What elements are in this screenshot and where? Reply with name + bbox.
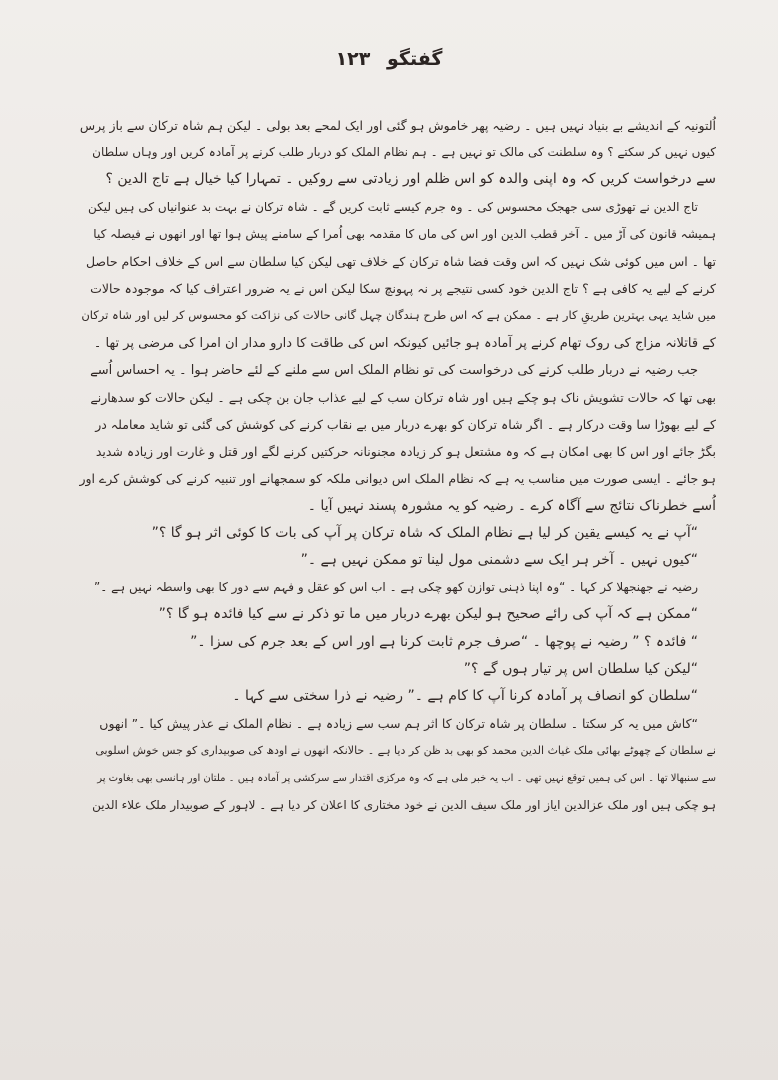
text-line: “سلطان کو انصاف پر آمادہ کرنا آپ کا کام ہے ۔” رضیہ نے ذرا سختی سے کہا ۔ <box>232 687 698 704</box>
text-line: نے سلطان کے چھوٹے بھائی ملک غیاث الدین محمد کو بھی بد ظن کر دیا ہے ۔ حالانکہ انھوں نے اودھ کی صوبیداری کو جس خوش اسلوبی <box>95 744 716 758</box>
text-line: کیوں نہیں کر سکتے ؟ وہ سلطنت کی مالک تو نہیں ہے ۔ ہم نظام الملک کو دربار طلب کرنے پر آمادہ کریں اور وہاں سلطان <box>92 145 716 160</box>
text-line: “آپ نے یہ کیسے یقین کر لیا ہے نظام الملک کہ شاہ ترکان پر آپ کی بات کا کوئی اثر ہو گا ؟” <box>151 524 698 541</box>
text-line: سے سنبھالا تھا ۔ اس کی ہمیں توقع نہیں تھی ۔ اب یہ خبر ملی ہے کہ وہ مرکزی اقتدار سے سرکشی پر آمادہ ہیں ۔ ملتان اور ہانسی بھی بغاوت پر <box>97 772 716 784</box>
text-line: ہو جائے ۔ ایسی صورت میں مناسب یہ ہے کہ نظام الملک اس دیوانی ملکہ کو سمجھانے اور تنبیہ کرنے کی کوشش کرے اور <box>79 471 716 487</box>
text-line: کے لیے بھوڑا سا وقت درکار ہے ۔ اگر شاہ ترکان کو بھرے دربار میں بے نقاب کرنے کی کوشش کی گئی تو شاید معاملہ در <box>95 417 716 433</box>
text-line: تاج الدین نے تھوڑی سی جھجک محسوس کی ۔ وہ جرم کیسے ثابت کریں گے ۔ شاہ ترکان نے بہت بد عنوانیاں کی ہیں لیکن <box>87 199 698 214</box>
text-line: کے قاتلانہ مزاج کی روک تھام کرنے پر آمادہ ہو جائیں کیونکہ اس کی طاقت کا دارو مدار ان امرا کی مرضی پر تھا ۔ <box>93 335 716 351</box>
text-line: “کیوں نہیں ۔ آخر ہر ایک سے دشمنی مول لینا تو ممکن نہیں ہے ۔” <box>300 552 698 568</box>
text-line: سے درخواست کریں کہ وہ اپنی والدہ کو اس ظلم اور زیادتی سے روکیں ۔ تمہارا کیا خیال ہے تاج الدین ؟ <box>105 171 716 188</box>
text-line: رضیہ نے جھنجھلا کر کہا ۔ “وہ اپنا ذہنی توازن کھو چکی ہے ۔ اب اس کو عقل و فہم سے دور کا بھی واسطہ نہیں ہے ۔” <box>94 580 698 595</box>
text-line: ہو چکی ہیں اور ملک عزالدین ایاز اور ملک سیف الدین نے خود مختاری کا اعلان کر دیا ہے ۔ لاہور کے صوبیدار ملک علاء الدین <box>92 797 716 812</box>
text-line: اُلتونیہ کے اندیشے بے بنیاد نہیں ہیں ۔ رضیہ پھر خاموش ہو گئی اور ایک لمحے بعد بولی ۔ لیکن ہم شاہ ترکان سے باز پرس <box>79 118 716 133</box>
text-line: “کاش میں یہ کر سکتا ۔ سلطان پر شاہ ترکان کا اثر ہم سب سے زیادہ ہے ۔ نظام الملک نے عذر پیش کیا ۔” انھوں <box>99 716 698 732</box>
text-line: میں شاید یہی بہترین طریقِ کار ہے ۔ ممکن ہے کہ اس طرح ہندگان چہل گانی حالات کی نزاکت کو محسوس کر لیں اور شاہ ترکان <box>81 308 716 323</box>
text-line: “لیکن کیا سلطان اس پر تیار ہوں گے ؟” <box>463 660 698 677</box>
text-line: ہمیشہ قانون کی آڑ میں ۔ آخر قطب الدین اور اس کی ماں کا مقدمہ بھی اُمرا کے سامنے پیش ہوا تھا اور انھوں نے فیصلہ کیا <box>93 226 716 241</box>
text-line: “ فائدہ ؟ ” رضیہ نے پوچھا ۔ “صرف جرم ثابت کرنا ہے اور اس کے بعد جرم کی سزا ۔” <box>190 633 698 650</box>
body-text <box>78 112 716 819</box>
text-line: اُسے خطرناک نتائج سے آگاہ کرے ۔ رضیہ کو یہ مشورہ پسند نہیں آیا ۔ <box>307 497 716 514</box>
running-title: گفتگو <box>386 48 443 70</box>
text-line: بھی تھا کہ حالات تشویش ناک ہو چکے ہیں اور شاہ ترکان سب کے لیے عذاب جان بن چکی ہے ۔ لیکن حالات کو سدھارنے <box>90 389 716 405</box>
text-line: “ممکن ہے کہ آپ کی رائے صحیح ہو لیکن بھرے دربار میں ما تو ذکر نے سے کیا فائدہ ہو گا ؟” <box>158 606 698 623</box>
text-line: تھا ۔ اس میں کوئی شک نہیں کہ اس وقت فضا شاہ ترکان کے خلاف تھی لیکن کیا سلطان سے اس کے خلاف احکام حاصل <box>85 253 716 269</box>
page-number: ۱۲۳ <box>335 48 371 70</box>
page-header <box>0 48 778 70</box>
text-line: جب رضیہ نے دربار طلب کرنے کی درخواست کی تو نظام الملک اس سے ملنے کے لئے حاضر ہوا ۔ یہ احساس اُسے <box>90 362 698 378</box>
text-line: کرنے کے لیے یہ کافی ہے ؟ تاج الدین خود کسی نتیجے پر نہ پہونچ سکا لیکن اس نے یہ ضرور اعتراف کیا کہ موجودہ حالات <box>90 281 716 297</box>
text-line: بگڑ جائے اور اس کا بھی امکان ہے کہ وہ مشتعل ہو کر زیادہ مجنونانہ حرکتیں کرنے لگے اور قتل و غارت اور زیادہ شدید <box>95 444 716 460</box>
